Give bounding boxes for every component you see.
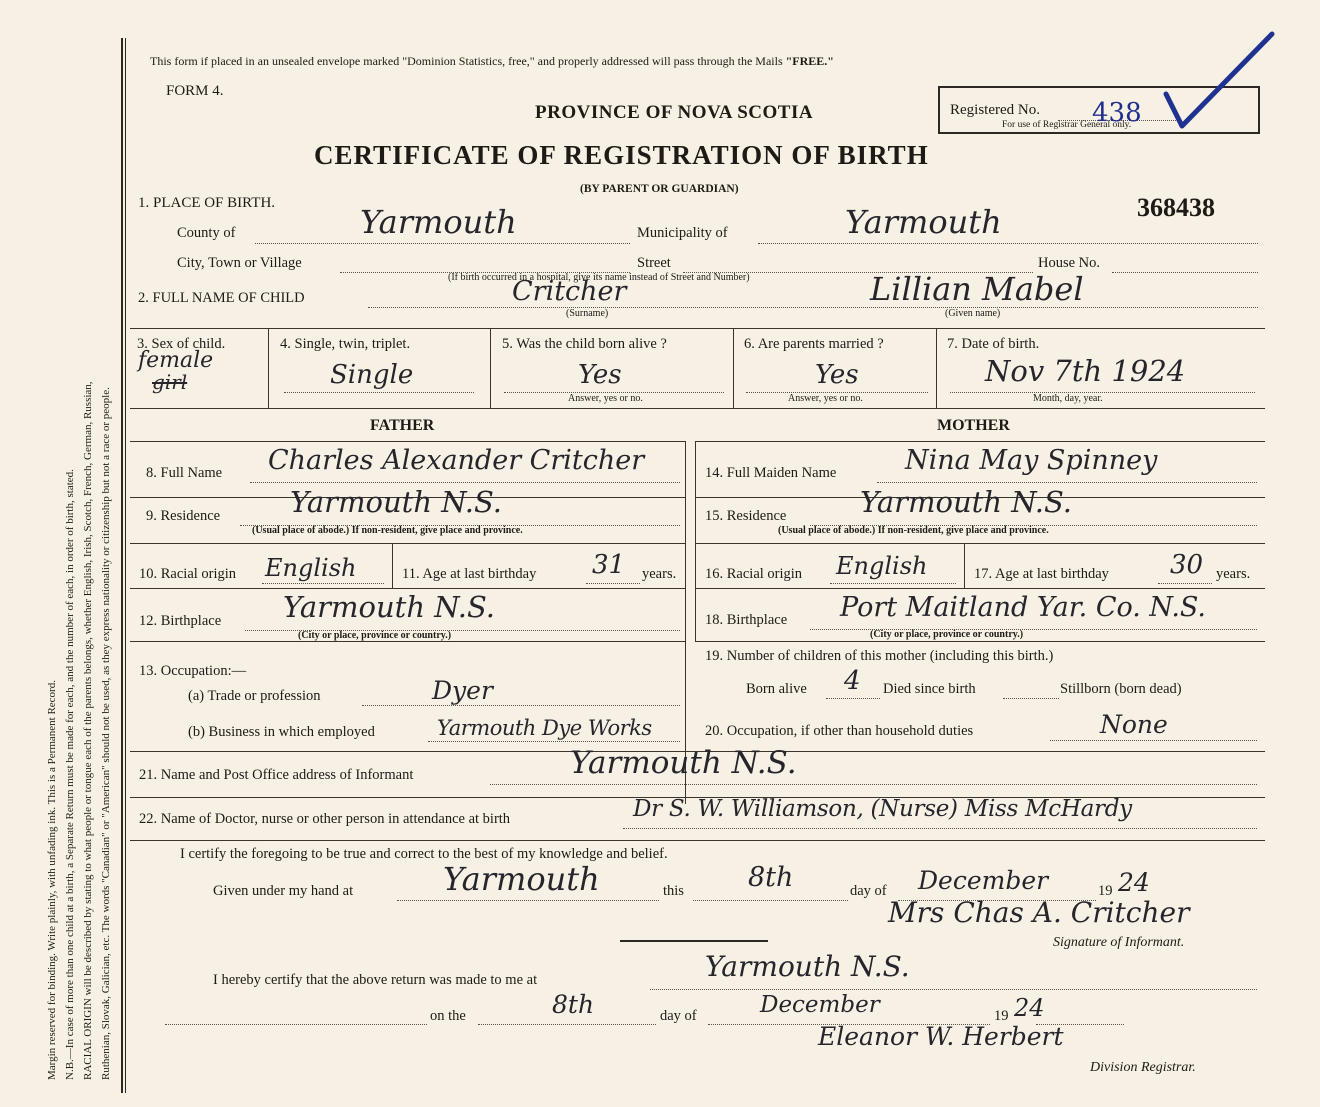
informant-signature: Mrs Chas A. Critcher: [888, 896, 1190, 929]
rule-top-row: [130, 328, 1265, 329]
county-label: County of: [177, 225, 236, 241]
father-age-label: 11. Age at last birthday: [402, 566, 537, 582]
registrar-month-value: December: [760, 992, 880, 1018]
registrar-year-value: 24: [1014, 994, 1045, 1022]
form-number: FORM 4.: [166, 83, 224, 99]
margin-rule-inner: [125, 38, 126, 1093]
child-surname: Critcher: [512, 276, 627, 307]
col-divider-4: [936, 328, 937, 408]
father-business-value: Yarmouth Dye Works: [437, 716, 652, 740]
plurality-line: [284, 392, 474, 393]
father-rule-4: [130, 588, 685, 589]
margin-note-2: N.B.—In case of more than one child at a birth, a Separate Return must be made for each, and the number of each, in order of birth, stated.: [64, 469, 76, 1080]
registrar-day-line: [478, 1024, 656, 1025]
father-business-line: [428, 741, 680, 742]
father-racial-value: English: [265, 554, 357, 582]
mother-racial-label: 16. Racial origin: [705, 566, 803, 582]
child-given-name: Lillian Mabel: [870, 270, 1084, 308]
rule-bottom-row: [130, 408, 1265, 409]
given-year-prefix: 19: [1098, 883, 1113, 899]
mother-age-line: [1158, 583, 1212, 584]
parents-married-label: 6. Are parents married ?: [744, 336, 884, 352]
house-label: House No.: [1038, 255, 1101, 271]
attendant-line: [623, 828, 1257, 829]
binding-margin: [0, 0, 125, 1107]
mother-heading: MOTHER: [937, 417, 1010, 434]
informant-signature-label: Signature of Informant.: [1053, 935, 1185, 950]
mother-occupation-line: [1050, 740, 1257, 741]
col-divider-2: [490, 328, 491, 408]
mother-rule-1: [695, 441, 1265, 442]
given-caption: (Given name): [945, 308, 1001, 319]
street-label: Street: [637, 255, 671, 271]
margin-note-3: RACIAL ORIGIN will be described by stating to what people or tongue each of the parents belongs, whether English, Irish, Scotch, French, German, Russian,: [82, 381, 94, 1080]
plurality-value: Single: [330, 360, 414, 390]
registrar-certify-label: I hereby certify that the above return was made to me at: [213, 972, 538, 988]
mailing-free-label: "FREE.": [785, 54, 834, 68]
municipality-value: Yarmouth: [845, 203, 1002, 241]
father-racial-line: [262, 583, 384, 584]
sex-struck-value: girl: [152, 370, 188, 394]
page-subtitle: (BY PARENT OR GUARDIAN): [580, 183, 739, 195]
born-alive-value: Yes: [578, 360, 622, 390]
registrar-place-value: Yarmouth N.S.: [705, 950, 910, 983]
registrar-year-prefix: 19: [994, 1008, 1009, 1024]
father-age-value: 31: [592, 550, 626, 580]
mother-birthplace-label: 18. Birthplace: [705, 612, 788, 628]
given-day-line: [693, 900, 848, 901]
county-line: [255, 243, 630, 244]
registrar-day-value: 8th: [552, 990, 595, 1019]
col-divider-3: [733, 328, 734, 408]
city-label: City, Town or Village: [177, 255, 302, 271]
died-since-birth-line: [1003, 698, 1059, 699]
father-birthplace-label: 12. Birthplace: [139, 613, 222, 629]
certify-statement: I certify the foregoing to be true and correct to the best of my knowledge and belief.: [180, 846, 668, 862]
province-heading: PROVINCE OF NOVA SCOTIA: [535, 102, 814, 123]
father-trade-line: [362, 705, 680, 706]
children-count-label: 19. Number of children of this mother (including this birth.): [705, 648, 1054, 664]
surname-caption: (Surname): [566, 308, 609, 319]
informant-label: 21. Name and Post Office address of Informant: [139, 767, 414, 783]
mother-residence-label: 15. Residence: [705, 508, 787, 524]
house-line: [1112, 272, 1258, 273]
sex-label: 3. Sex of child.: [137, 336, 226, 352]
born-alive-count-label: Born alive: [746, 681, 807, 697]
parents-married-note: Answer, yes or no.: [788, 393, 863, 404]
father-residence-note: (Usual place of abode.) If non-resident, give place and province.: [252, 525, 523, 536]
father-racial-divider: [392, 543, 393, 588]
page-title: CERTIFICATE OF REGISTRATION OF BIRTH: [314, 140, 929, 170]
father-rule-5: [130, 641, 685, 642]
father-name-value: Charles Alexander Critcher: [268, 445, 645, 476]
born-alive-count-line: [826, 698, 880, 699]
parents-divider-2: [695, 441, 696, 641]
father-residence-value: Yarmouth N.S.: [290, 485, 503, 519]
dob-value: Nov 7th 1924: [985, 354, 1186, 388]
stillborn-label: Stillborn (born dead): [1060, 681, 1182, 697]
born-alive-label: 5. Was the child born alive ?: [502, 336, 667, 352]
mother-age-unit: years.: [1216, 566, 1251, 582]
dob-note: Month, day, year.: [1033, 393, 1103, 404]
place-of-birth-label: 1. PLACE OF BIRTH.: [138, 195, 276, 211]
father-name-label: 8. Full Name: [146, 465, 223, 481]
father-age-line: [586, 583, 640, 584]
mother-occupation-label: 20. Occupation, if other than household duties: [705, 723, 974, 739]
given-this-label: this: [663, 883, 684, 899]
given-day-value: 8th: [748, 862, 794, 893]
check-mark-icon: [1160, 28, 1280, 138]
informant-line: [490, 784, 1257, 785]
mother-racial-value: English: [836, 552, 928, 580]
county-value: Yarmouth: [360, 203, 517, 241]
margin-note-4: Ruthenian, Slovak, Galician, etc. The words "Canadian" or "American" should not be used, as they express nationality or citizenship but not a race or people.: [100, 387, 112, 1080]
mailing-notice-text: This form if placed in an unsealed envelope marked "Dominion Statistics, free," and properly addressed will pass through the Mails: [150, 54, 783, 68]
margin-rule: [121, 38, 123, 1093]
mother-residence-note: (Usual place of abode.) If non-resident, give place and province.: [778, 525, 1049, 536]
born-alive-count-value: 4: [844, 666, 861, 696]
mailing-notice: [150, 54, 834, 69]
mother-age-value: 30: [1170, 550, 1204, 580]
given-day-of-label: day of: [850, 883, 887, 899]
registrar-place-line: [650, 989, 1257, 990]
mother-racial-line: [830, 583, 956, 584]
parents-married-value: Yes: [815, 360, 859, 390]
given-year-value: 24: [1118, 868, 1150, 897]
died-since-birth-label: Died since birth: [883, 681, 976, 697]
attendant-value: Dr S. W. Williamson, (Nurse) Miss McHardy: [633, 796, 1132, 822]
given-month-value: December: [918, 866, 1049, 895]
registrar-signature-label: Division Registrar.: [1090, 1060, 1196, 1075]
registrar-day-of-label: day of: [660, 1008, 697, 1024]
dob-label: 7. Date of birth.: [947, 336, 1040, 352]
margin-note-1: Margin reserved for binding. Write plainly, with unfading ink. This is a Permanent Record.: [46, 680, 58, 1080]
rule-certification-top: [130, 840, 1265, 841]
mother-name-value: Nina May Spinney: [905, 445, 1158, 476]
municipality-line: [758, 243, 1258, 244]
father-trade-value: Dyer: [432, 676, 493, 705]
registrar-signature: Eleanor W. Herbert: [818, 1022, 1064, 1051]
registrar-note: For use of Registrar General only.: [1002, 120, 1132, 130]
registered-label: Registered No.: [950, 102, 1040, 118]
father-age-unit: years.: [642, 566, 677, 582]
father-rule-1: [130, 441, 685, 442]
mother-birthplace-value: Port Maitland Yar. Co. N.S.: [840, 592, 1207, 623]
father-racial-label: 10. Racial origin: [139, 566, 237, 582]
mother-rule-5: [695, 641, 1265, 642]
hospital-note: (If birth occurred in a hospital, give its name instead of Street and Number): [448, 272, 750, 283]
attendant-label: 22. Name of Doctor, nurse or other person in attendance at birth: [139, 811, 511, 827]
mother-name-label: 14. Full Maiden Name: [705, 465, 837, 481]
mother-name-line: [877, 482, 1257, 483]
sex-value: female: [138, 348, 214, 373]
col-divider-1: [268, 328, 269, 408]
given-under-label: Given under my hand at: [213, 883, 354, 899]
father-trade-label: (a) Trade or profession: [188, 688, 321, 704]
mother-racial-divider: [964, 543, 965, 588]
plurality-label: 4. Single, twin, triplet.: [280, 336, 411, 352]
mother-rule-3: [695, 543, 1265, 544]
given-place-value: Yarmouth: [443, 860, 600, 898]
mother-birthplace-note: (City or place, province or country.): [870, 629, 1024, 640]
father-birthplace-note: (City or place, province or country.): [298, 630, 452, 641]
municipality-label: Municipality of: [637, 225, 728, 241]
given-place-line: [397, 900, 659, 901]
serial-number: 368438: [1137, 193, 1215, 222]
registrar-date-line: [165, 1024, 427, 1025]
mother-occupation-value: None: [1100, 710, 1168, 739]
mother-rule-4: [695, 588, 1265, 589]
father-residence-label: 9. Residence: [146, 508, 221, 524]
father-rule-3: [130, 543, 685, 544]
child-name-label: 2. FULL NAME OF CHILD: [138, 290, 305, 306]
registrar-on-label: on the: [430, 1008, 466, 1024]
father-heading: FATHER: [370, 417, 435, 434]
registered-number: 438: [1092, 98, 1142, 128]
father-birthplace-value: Yarmouth N.S.: [283, 590, 496, 624]
informant-value: Yarmouth N.S.: [570, 745, 797, 781]
father-name-line: [250, 482, 680, 483]
father-occupation-label: 13. Occupation:—: [139, 663, 247, 679]
born-alive-note: Answer, yes or no.: [568, 393, 643, 404]
child-name-line: [368, 307, 1258, 308]
mother-age-label: 17. Age at last birthday: [974, 566, 1109, 582]
separator-rule: [620, 940, 768, 942]
mother-residence-value: Yarmouth N.S.: [860, 485, 1073, 519]
father-business-label: (b) Business in which employed: [188, 724, 375, 740]
